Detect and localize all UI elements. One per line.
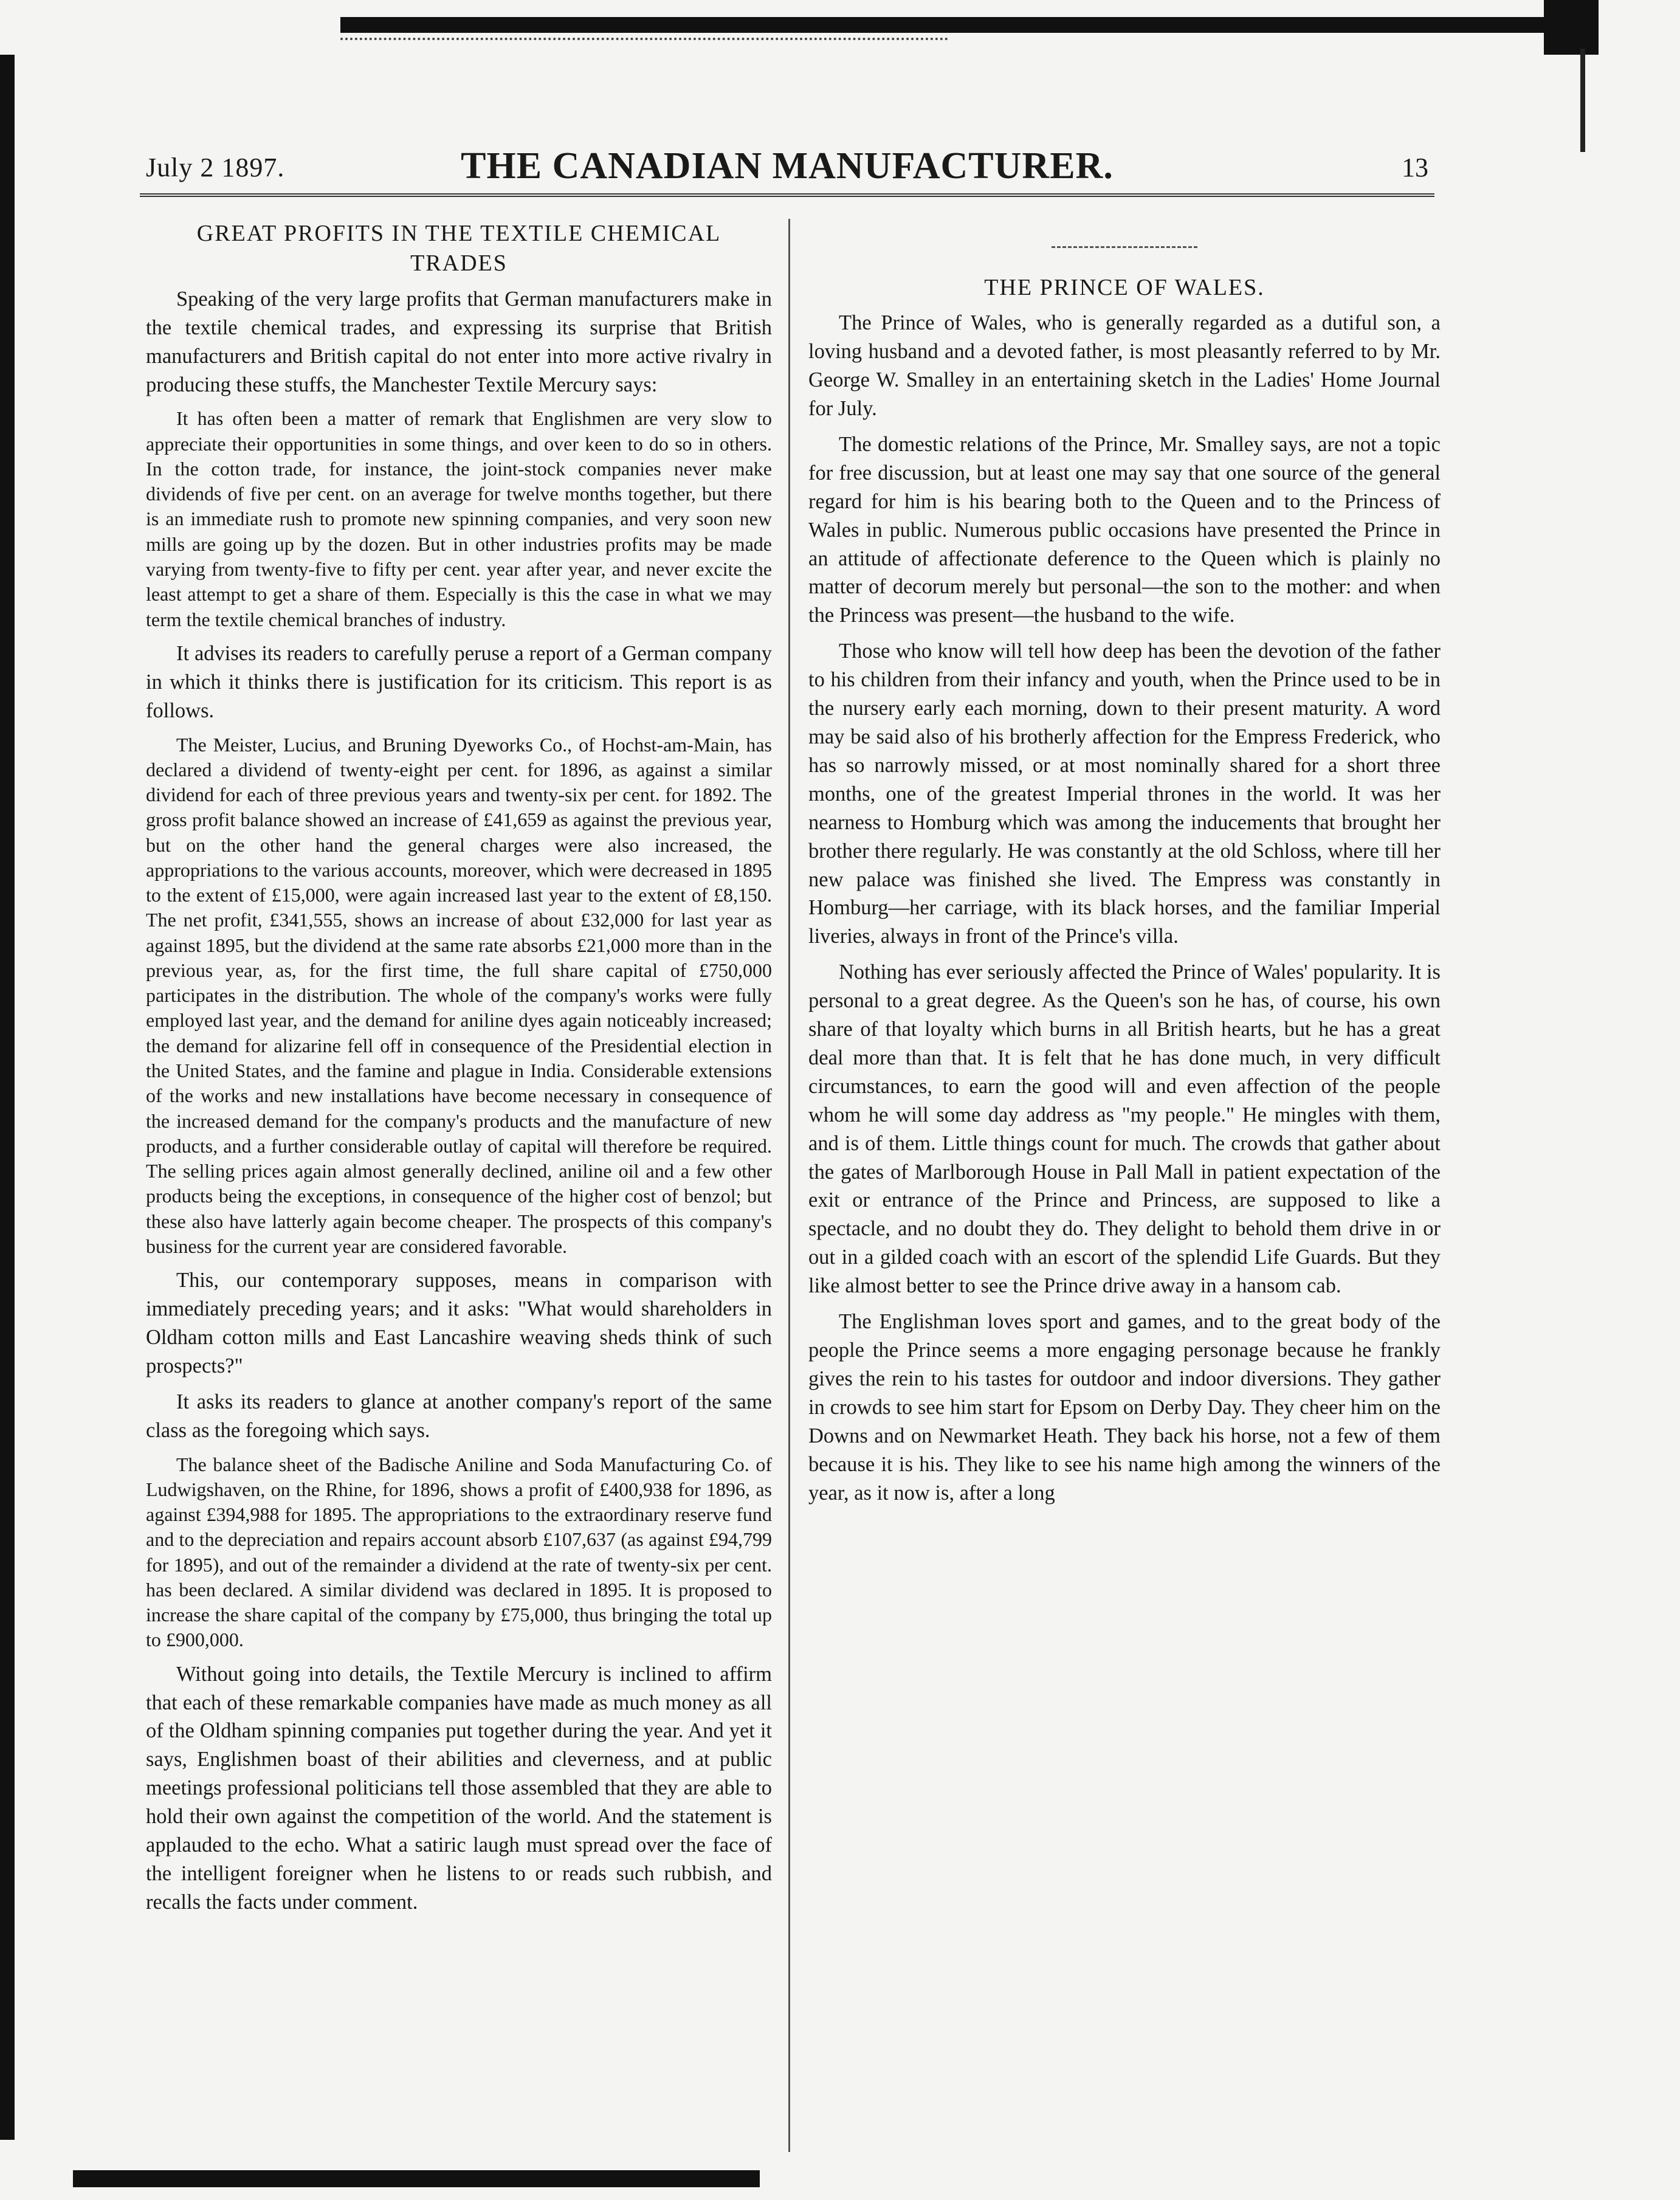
- page-number: 13: [1402, 153, 1428, 182]
- article-paragraph: The Prince of Wales, who is generally regarded as a dutiful son, a loving husband and a devoted father, is most pleasantly referred to by Mr. George W. Smalley in an entertaining sketch in the Ladies' Home Journal for July.: [808, 311, 1441, 421]
- article-paragraph: It asks its readers to glance at another company's report of the same class as the foregoing which says.: [146, 1390, 772, 1442]
- column-divider: [788, 219, 790, 2152]
- article-paragraph: The domestic relations of the Prince, Mr. Smalley says, are not a topic for free discussion, but at least one may say that one source of the general regard for him is his bearing both to the Queen and to the Princess of Wales in public. Numerous public occasions have presented the Prince in an attitude of affectionate deference to the Queen which is plainly no matter of decorum merely but personal—the son to the mother: and when the Princess was present—the husband to the wife.: [808, 432, 1441, 627]
- issue-date: July 2 1897.: [146, 153, 285, 182]
- article-paragraph: Speaking of the very large profits that German manufacturers make in the textile chemical trades, and expressing its surprise that British manufacturers and British capital do not enter into more active rivalry in producing these stuffs, the Manchester Textile Mercury says:: [146, 287, 772, 396]
- article-quote: The Meister, Lucius, and Bruning Dyeworks Co., of Hochst-am-Main, has declared a dividend of twenty-eight per cent. for 1896, as against a similar dividend for each of three previous years and twenty-six per cent. for 1892. The gross profit balance showed an increase of £41,659 as against the previous year, but on the other hand the general charges were also increased, the appropriations to the various accounts, moreover, which were decreased in 1895 to the extent of £15,000, were again increased last year to the extent of £8,150. The net profit, £341,555, shows an increase of about £32,000 for last year as against 1895, but the dividend at the same rate absorbs £21,000 more than in the previous year, as, for the first time, the full share capital of £750,000 participates in the distribution. The whole of the company's works were fully employed last year, and the demand for aniline dyes again noticeably increased; the demand for alizarine fell off in consequence of the Presidential election in the United States, and the famine and plague in India. Considerable extensions of the works and new installations have become necessary in consequence of the increased demand for the company's products and the manufacture of new products, and a further considerable outlay of capital will therefore be required. The selling prices again almost generally declined, aniline oil and a few other products being the exceptions, in consequence of the higher cost of benzol; but these also have latterly again become cheaper. The prospects of this company's business for the current year are considered favorable.: [146, 733, 772, 1257]
- article-paragraph: This, our contemporary supposes, means in comparison with immediately preceding years; and it asks: "What would shareholders in Oldham cotton mills and East Lancashire weaving sheds think of such prospects?": [146, 1269, 772, 1378]
- scan-bottom-rule: [73, 2170, 760, 2187]
- scan-dotted-line: [340, 38, 948, 43]
- publication-title: THE CANADIAN MANUFACTURER.: [461, 145, 1114, 187]
- page-header: [146, 145, 1428, 187]
- article-title-textile: GREAT PROFITS IN THE TEXTILE CHEMICAL TRADES: [196, 221, 721, 277]
- article-title-prince: THE PRINCE OF WALES.: [984, 274, 1265, 300]
- scan-left-edge: [0, 55, 15, 2140]
- article-quote: It has often been a matter of remark that Englishmen are very slow to appreciate their opportunities in some things, and over keen to do so in others. In the cotton trade, for instance, the joint-stock companies never make dividends of five per cent. on an average for twelve months together, but there is an immediate rush to promote new spinning companies, and very soon new mills are going up by the dozen. But in other industries profits may be made varying from twenty-five to fifty per cent. year after year, and never excite the least attempt to get a share of them. Especially is this the case in what we may term the textile chemical branches of industry.: [146, 407, 772, 630]
- scan-right-mark: [1580, 49, 1585, 152]
- right-column: [808, 219, 1441, 1514]
- left-column: [146, 219, 772, 1924]
- article-separator: [808, 227, 1441, 256]
- header-rule: [140, 193, 1434, 197]
- article-paragraph: It advises its readers to carefully peruse a report of a German company in which it thinks there is justification for its criticism. This report is as follows.: [146, 641, 772, 722]
- article-paragraph: Nothing has ever seriously affected the Prince of Wales' popularity. It is personal to a great degree. As the Queen's son he has, of course, his own share of that loyalty which burns in all British hearts, but he has a great deal more than that. It is felt that he has done much, in very difficult circumstances, to earn the good will and even affection of the people whom he will some day address as "my people." He mingles with them, and is of them. Little things count for much. The crowds that gather about the gates of Marlborough House in Pall Mall in patient expectation of the exit or entrance of the Prince and Princess, are supposed to like a spectacle, and no doubt they do. They delight to behold them drive in or out in a gilded coach with an escort of the splendid Life Guards. But they like almost better to see the Prince drive away in a hansom cab.: [808, 960, 1441, 1298]
- article-quote: The balance sheet of the Badische Aniline and Soda Manufacturing Co. of Ludwigshaven, on the Rhine, for 1896, shows a profit of £400,938 for 1896, as against £394,988 for 1895. The appropriations to the extraordinary reserve fund and to the depreciation and repairs account absorb £107,637 (as against £94,799 for 1895), and out of the remainder a dividend at the rate of twenty-six per cent. has been declared. A similar dividend was declared in 1895. It is proposed to increase the share capital of the company by £75,000, thus bringing the total up to £900,000.: [146, 1453, 772, 1651]
- article-paragraph: Those who know will tell how deep has been the devotion of the father to his children from their infancy and youth, when the Prince used to be in the nursery early each morning, down to their present maturity. A word may be said also of his brotherly affection for the Empress Frederick, who has so narrowly missed, or at most nominally shared for a short three months, one of the greatest Imperial thrones in the world. It was her nearness to Homburg which was among the inducements that brought her brother there regularly. He was constantly at the old Schloss, where till her new palace was finished she lived. The Empress was constantly in Homburg—her carriage, with its black horses, and the familiar Imperial liveries, always in front of the Prince's villa.: [808, 640, 1441, 948]
- article-paragraph: The Englishman loves sport and games, and to the great body of the people the Prince seems a more engaging personage because he frankly gives the rein to his tastes for outdoor and indoor diversions. They gather in crowds to see him start for Epsom on Derby Day. They cheer him on the Downs and on Newmarket Heath. They back his horse, not a few of them because it is his. They like to see his name high among the winners of the year, as it now is, after a long: [808, 1310, 1441, 1505]
- scan-top-corner: [1544, 0, 1599, 55]
- scan-top-rule: [340, 17, 1586, 33]
- article-paragraph-continued: Without going into details, the Textile Mercury is inclined to affirm that each of these remarkable companies have made as much money as all of the Oldham spinning companies put together during the year. And yet it says, Englishmen boast of their abilities and cleverness, and at public meetings professional politicians tell those assembled that they are able to hold their own against the competition of the world. And the statement is applauded to the echo. What a satiric laugh must spread over the face of the intelligent foreigner when he listens to or reads such rubbish, and recalls the facts under comment.: [146, 1662, 772, 1914]
